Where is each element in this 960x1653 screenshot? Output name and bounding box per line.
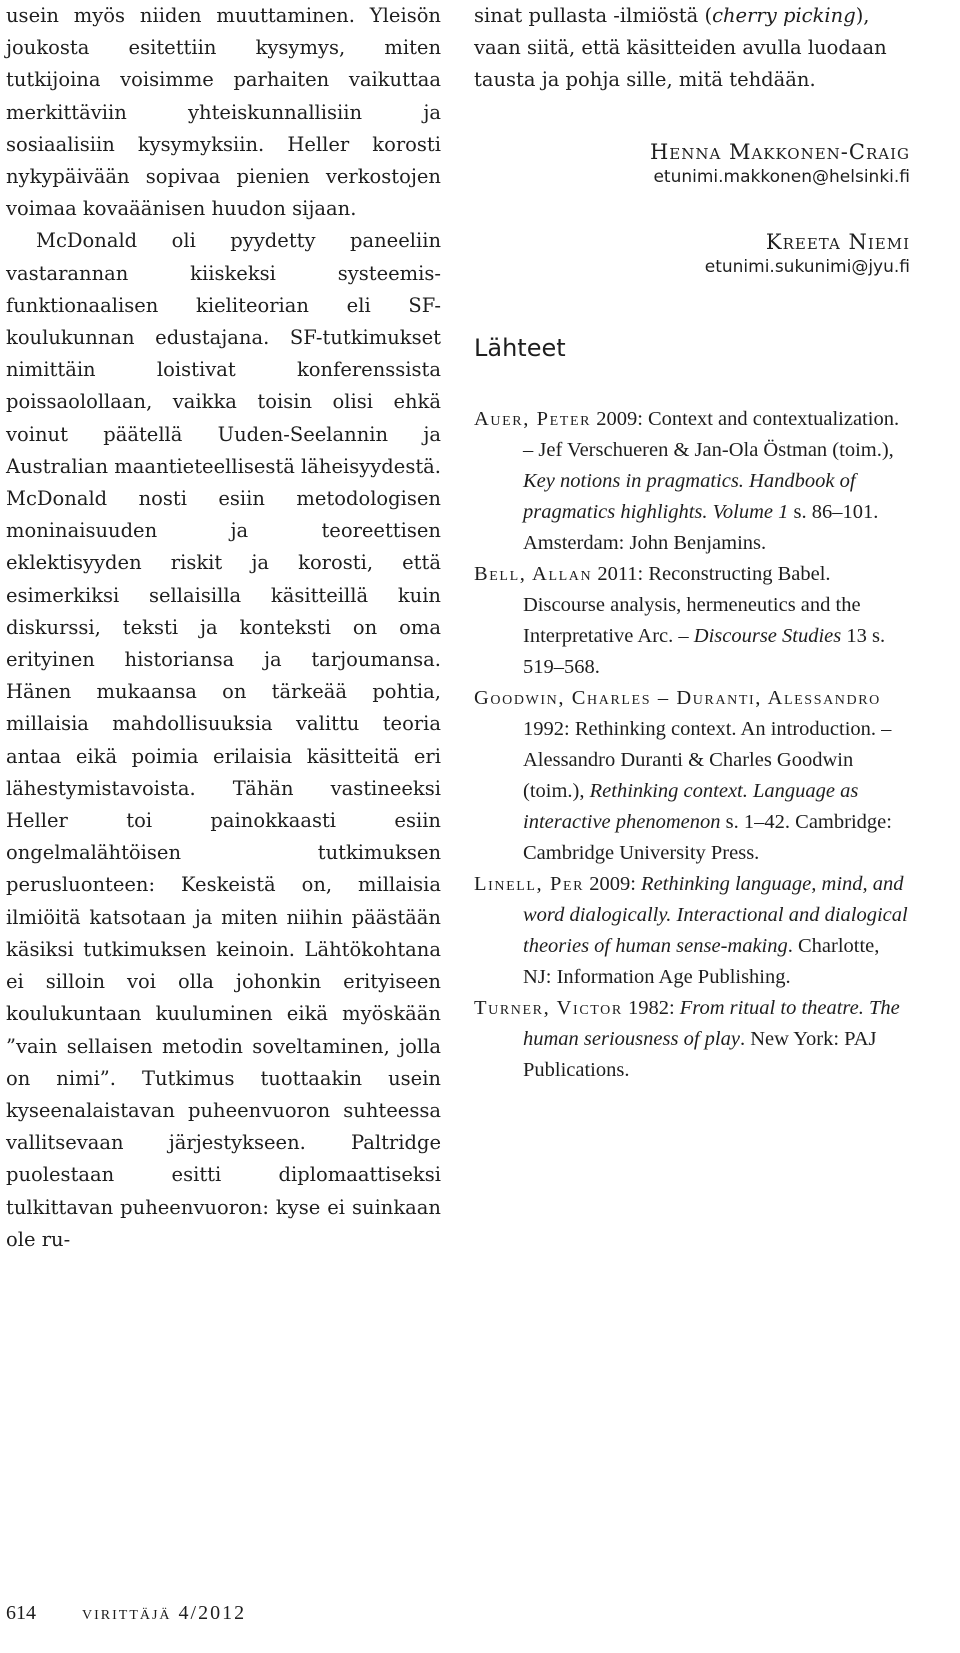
reference-author: Linell, Per [474, 873, 585, 895]
reference-author: Goodwin, Charles – Duranti, Alessandro [474, 687, 881, 709]
left-column [6, 0, 441, 1256]
author-name: Kreeta Niemi [765, 229, 910, 254]
page-footer [6, 1602, 246, 1625]
author-email: etunimi.makkonen@helsinki.fi [653, 166, 910, 187]
reference-author: Turner, Victor [474, 997, 623, 1019]
reference-list [474, 404, 910, 1086]
continuation-text-start: sinat pullasta -ilmiöstä ( [474, 4, 713, 27]
journal-issue: virittäjä 4/2012 [82, 1602, 247, 1624]
reference-entry: Linell, Per 2009: Rethinking language, mind, and word dialogically. Interactional and dialogical theories of human sense-making. Charlotte, NJ: Information Age Publishing. [474, 873, 908, 988]
references-heading: Lähteet [474, 334, 566, 362]
right-column [474, 0, 910, 279]
continued-paragraph [474, 0, 910, 97]
author-signatures [474, 139, 910, 279]
reference-title: Rethinking context. Language as interactive phenomenon [523, 780, 859, 833]
reference-entry: Auer, Peter 2009: Context and contextualization. – Jef Verschueren & Jan-Ola Östman (toim.), Key notions in pragmatics. Handbook of pragmatics highlights. Volume 1 s. 86–101. Amsterdam: John Benjamins. [474, 408, 900, 554]
reference-author: Bell, Allan [474, 563, 593, 585]
reference-title: From ritual to theatre. The human seriousness of play [523, 997, 900, 1050]
author-block [474, 139, 910, 189]
reference-entry: Turner, Victor 1982: From ritual to theatre. The human seriousness of play. New York: PAJ Publications. [474, 997, 900, 1081]
body-paragraph-2: McDonald oli pyydetty paneeliin vastarannan kiiskeksi systeemis-funktionaalisen kieliteorian eli SF-koulukunnan edustajana. SF-tutkimukset nimittäin loistivat konferenssista poissaolollaan, vaikka toisin olisi ehkä voinut päätellä Uuden-Seelannin ja Australian maantieteellisestä läheisyydestä. McDonald nosti esiin metodologisen moninaisuuden ja teoreettisen eklektisyyden riskit ja korosti, että esimerkiksi sellaisilla käsitteillä kuin diskurssi, teksti ja konteksti on oma erityinen historiansa ja tarjoumansa. Hänen mukaansa on tärkeää pohtia, millaisia mahdollisuuksia valittu teoria antaa eikä poimia erilaisia käsitteitä eri lähestymistavoista. Tähän vastineeksi Heller toi painokkaasti esiin ongelmalähtöisen tutkimuksen perusluonteen: Keskeistä on, millaisia ilmiöitä katsotaan ja miten niihin päästään käsiksi tutkimuksen keinoin. Lähtökohtana ei silloin voi olla johonkin erityiseen koulukuntaan kuuluminen eikä myöskään ”vain sellaisen metodin soveltaminen, jolla on nimi”. Tutkimus tuottaakin usein kyseenalaistavan puheenvuoron suhteessa vallitsevaan järjestykseen. Paltridge puolestaan esitti diplomaattiseksi tulkittavan puheenvuoron: kyse ei suinkaan ole ru- [6, 229, 441, 1251]
body-paragraph-1: usein myös niiden muuttaminen. Yleisön joukosta esitettiin kysymys, miten tutkijoina voisimme parhaiten vaikuttaa merkittäviin yhteiskunnallisiin ja sosiaalisiin kysymyksiin. Heller korosti nykypäivään sopivaa pienien verkostojen voimaa kovaäänisen huudon sijaan. [6, 4, 441, 221]
reference-author: Auer, Peter [474, 408, 592, 430]
reference-entry: Goodwin, Charles – Duranti, Alessandro 1992: Rethinking context. An introduction. – Alessandro Duranti & Charles Goodwin (toim.), Rethinking context. Language as interactive phenomenon s. 1–42. Cambridge: Cambridge University Press. [474, 687, 892, 864]
reference-title: Key notions in pragmatics. Handbook of pragmatics highlights. Volume 1 [523, 470, 856, 523]
reference-entry: Bell, Allan 2011: Reconstructing Babel. Discourse analysis, hermeneutics and the Interpretative Arc. – Discourse Studies 13 s. 519–568. [474, 563, 886, 678]
page-number: 614 [6, 1602, 36, 1624]
reference-title: Discourse Studies [693, 625, 842, 647]
author-email: etunimi.sukunimi@jyu.fi [704, 256, 910, 277]
continuation-italic-term: cherry picking [712, 4, 856, 27]
author-block [474, 229, 910, 279]
reference-title: Rethinking language, mind, and word dialogically. Interactional and dialogical theories of human sense-making [523, 873, 908, 957]
continuation-text-end: ), vaan siitä, että käsitteiden avulla luodaan tausta ja pohja sille, mitä tehdään. [474, 4, 887, 92]
author-name: Henna Makkonen-Craig [649, 139, 910, 164]
